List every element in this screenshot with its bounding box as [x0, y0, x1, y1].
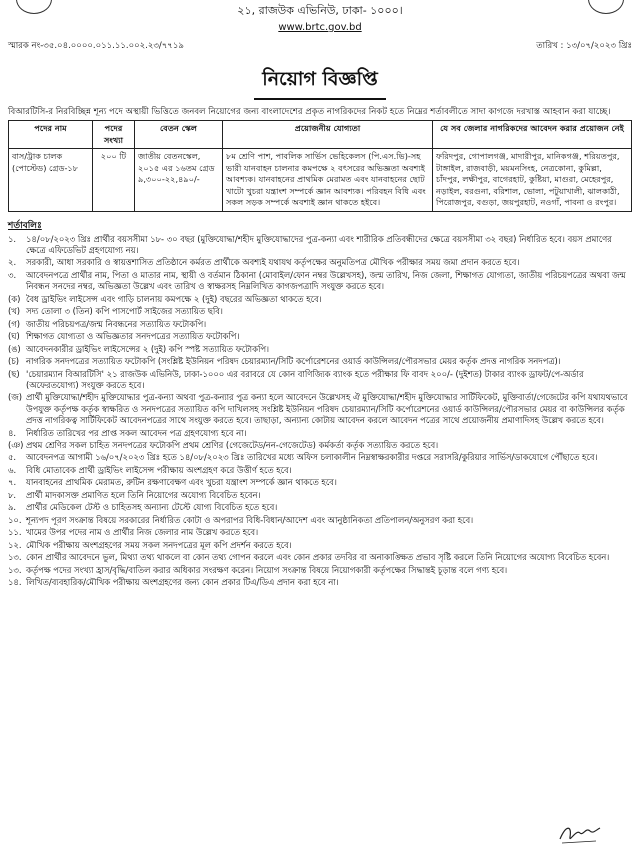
condition-text: প্রার্থী মুক্তিযোদ্ধা/শহীদ মুক্তিযোদ্ধার পুত্র-কন্যা অথবা পুত্র-কন্যার পুত্র কন্যা হলে আবেদনে উল্লেখসহ ঐ মুক্তিযোদ্ধা/শহীদ মুক্তিযোদ্ধার সার্টিফিকেট, মুক্তিবার্তা/গেজেটের কপি যথাযথভাবে উপযুক্ত কর্তৃপক্ষ কর্তৃক স্বাক্ষরিত ও সনদপত্রের সত্যায়িত কপি দাখিলসহ সংশ্লিষ্ট ইউনিয়ন পরিষদ চেয়ারম্যান/সিটি কর্পোরেশনের ওয়ার্ড কাউন্সিলর/পৌরসভার মেয়র বা কাউন্সিলর কর্তৃক প্রদত্ত নাগরিকত্ব সার্টিফিকেট আবেদনপত্রের সাথে সংযুক্ত করতে হবে। তাছাড়া, অন্যান্য কোটায় আবেদন করলে আবেদন পত্রের সাথে প্রয়োজনীয় প্রমাণাদিসহ উল্লেখ করতে হবে।: [26, 392, 628, 426]
condition-item: [8, 515, 632, 526]
condition-number: (গ): [8, 318, 21, 329]
cell-count: ২০০ টি: [93, 149, 135, 212]
condition-item: [8, 392, 632, 426]
condition-text: নাগরিক সনদপত্রের সত্যায়িত ফটোকপি (সংশ্লিষ্ট ইউনিয়ন পরিষদ চেয়ারম্যান/সিটি কর্পোরেশনের ওয়ার্ড কাউন্সিলর/পৌরসভার মেয়র কর্তৃক প্রদত্ত নাগরিক সনদপত্র)।: [26, 356, 561, 367]
condition-text: কোন প্রার্থীর আবেদনে ভুল, মিথ্যা তথ্য থাকলে বা কোন তথ্য গোপন করলে এবং কোন প্রকার তদবির বা অনাকাঙ্ক্ষিত প্রভাব সৃষ্টি করলে তিনি নিয়োগের অযোগ্য বিবেচিত হবেন।: [26, 552, 610, 563]
condition-text: প্রার্থীর মেডিকেল টেস্ট ও চাহিতসহ অন্যান্য টেস্টে যোগ্য বিবেচিত হতে হবে।: [26, 502, 278, 513]
condition-item: [8, 552, 632, 563]
vacancy-table: [8, 120, 632, 212]
cell-districts: ফরিদপুর, গোপালগঞ্জ, মাদারীপুর, মানিকগঞ্জ, শরিয়তপুর, টাঙ্গাইল, রাজবাড়ী, ময়মনসিংহ, নেত্রকোনা, কুমিল্লা, চাঁদপুর, লক্ষীপুর, বাগেরহাট, কুষ্টিয়া, মাগুরা, মেহেরপুর, নড়াইল, বরগুনা, বরিশাল, ভোলা, পটুয়াখালী, ঝালকাঠী, পিরোজপুর, বগুড়া, জয়পুরহাট, নওগাঁ, পাবনা ও রংপুর।: [433, 149, 632, 212]
condition-item: [8, 369, 632, 392]
condition-number: (ক): [8, 293, 21, 304]
condition-text: জাতীয় পরিচয়পত্র/জন্ম নিবন্ধনের সত্যায়িত ফটোকপি।: [26, 318, 207, 329]
condition-item: [8, 540, 632, 551]
condition-text: আবেদনকারীর ড্রাইভিং লাইসেন্সের ২ (দুই) কপি স্পষ্ট সত্যায়িত ফটোকপি।: [26, 343, 270, 354]
office-address: ২১, রাজউক এভিনিউ, ঢাকা- ১০০০।: [237, 4, 403, 17]
condition-text: সদ্য তোলা ৩ (তিন) কপি পাসপোর্ট সাইজের সত্যায়িত ছবি।: [26, 306, 223, 317]
condition-number: ৫.: [8, 452, 17, 463]
condition-item: [8, 344, 632, 355]
condition-number: (ঙ): [8, 343, 21, 354]
condition-number: ৭.: [8, 477, 17, 488]
condition-item: [8, 490, 632, 501]
title-wrap: [8, 65, 632, 100]
condition-item: [8, 452, 632, 463]
condition-number: ১২.: [8, 539, 22, 550]
condition-text: নির্ধারিত তারিখের পর প্রাপ্ত সকল আবেদন পত্র গ্রহণযোগ্য হবে না।: [26, 427, 247, 438]
memo-date: তারিখ : ১৩/০৭/২০২৩ খ্রিঃ: [536, 41, 632, 51]
header-qualification: প্রয়োজনীয় যোগ্যতা: [223, 121, 433, 149]
letterhead: [8, 2, 632, 33]
table-row: [9, 149, 632, 212]
condition-text: ১৪/০৮/২০২৩ খ্রিঃ প্রার্থীর বয়সসীমা ১৮- ৩০ বছর (মুক্তিযোদ্ধা/শহীদ মুক্তিযোদ্ধাদের পুত্র-কন্যা এবং শারীরিক প্রতিবন্ধীদের ক্ষেত্রে বয়সসীমা ৩২ বছর) নির্ধারিত হবে। বয়স প্রমাণের ক্ষেত্রে এফিডেভিট গ্রহণযোগ্য নয়।: [26, 233, 612, 255]
condition-item: [8, 440, 632, 451]
condition-number: ১৩.: [8, 552, 22, 563]
condition-number: (ছ): [8, 368, 20, 379]
memo-number: স্মারক নং-৩৫.০৪.০০০০.০১১.১১.০০২.২৩/৭৭১৯: [8, 41, 184, 51]
condition-item: [8, 331, 632, 342]
condition-number: (ঘ): [8, 331, 20, 342]
condition-text: বৈধ ড্রাইভিং লাইসেন্স এবং গাড়ি চালনায় কমপক্ষে ২ (দুই) বছরের অভিজ্ঞতা থাকতে হবে।: [26, 293, 322, 304]
condition-number: (জ): [8, 392, 23, 403]
condition-number: ৪.: [8, 427, 17, 438]
condition-number: ৯.: [8, 502, 17, 513]
cell-qualification: ৮ম শ্রেণি পাশ, পাবলিক সার্ভিস ভেহিকেলস (পি.এস.ভি)-সহ ভারী যানবাহন চালনার কমপক্ষে ২ বৎসরের অভিজ্ঞতা অবশ্যই আবশ্যক। যানবাহনের প্রাথমিক মেরামত এবং যানবাহনের ছোট খাটো খুচরা যন্ত্রাংশ সম্পর্কে জ্ঞান আবশ্যক। পরিবহন বিধি এবং সকল সড়ক সম্পর্কে অবশ্যই জ্ঞান থাকতে হইবে।: [223, 149, 433, 212]
condition-item: [8, 477, 632, 488]
cell-scale: জাতীয় বেতনস্কেল, ২০১৫ এর ১৬তম গ্রেড ৯,৩০০-২২,৪৯০/-: [135, 149, 223, 212]
condition-number: ১৪.: [8, 577, 22, 588]
condition-item: [8, 257, 632, 268]
condition-text: 'চেয়ারম্যান বিআরটিসি' ২১ রাজউক এভিনিউ, ঢাকা-১০০০ এর বরাবরে যে কোন বাণিজ্যিক ব্যাংক হতে পরীক্ষার ফি বাবদ ২০০/- (দুইশত) টাকার ব্যাংক ড্রাফট/পে-অর্ডার (অফেরতযোগ্য) সংযুক্ত করতে হবে।: [26, 368, 584, 390]
condition-item: [8, 565, 632, 576]
condition-item: [8, 306, 632, 317]
condition-text: প্রথম শ্রেণির সকল চাহিত সনদপত্রের ফটোকপি প্রথম শ্রেণির (গেজেটেড/নন-গেজেটেড) কর্মকর্তা কর্তৃক সত্যায়িত করতে হবে।: [26, 439, 439, 450]
header-excluded-districts: যে সব জেলার নাগরিকদের আবেদন করার প্রয়োজন নেই: [433, 121, 632, 149]
condition-text: শিক্ষাগত যোগ্যতা ও অভিজ্ঞতার সনদপত্রের সত্যায়িত ফটোকপি।: [26, 331, 240, 342]
cell-post: বাস/ট্রাক চালক (পোস্টেড) গ্রেড-১৮: [9, 149, 93, 212]
condition-text: যানবাহনের প্রাথমিক মেরামত, রুটিন রক্ষণাবেক্ষণ এবং খুচরা যন্ত্রাংশ সম্পর্কে জ্ঞান থাকতে হবে।: [26, 477, 337, 488]
conditions-list: [8, 234, 632, 589]
condition-number: (চ): [8, 356, 20, 367]
intro-paragraph: বিআরটিসি-র নিরবিচ্ছিন্ন শূন্য পদে অস্থায়ী ভিত্তিতে জনবল নিয়োগের জন্য বাংলাদেশের প্রকৃত নাগরিকদের নিকট হতে নিম্নের শর্তাবলীতে সাদা কাগজে দরখাস্ত আহবান করা যাচ্ছে।: [8, 107, 611, 117]
condition-number: ৬.: [8, 464, 17, 475]
condition-number: (খ): [8, 306, 21, 317]
condition-item: [8, 465, 632, 476]
condition-item: [8, 294, 632, 305]
memo-line: [8, 39, 632, 53]
condition-text: আবেদনপত্র আগামী ১৬/০৭/২০২৩ খ্রিঃ হতে ১৪/০৮/২০২৩ খ্রিঃ তারিখের মধ্যে অফিস চলাকালীন নিম্নস্বাক্ষরকারীর দপ্তরে সরাসরি/কুরিয়ার সার্ভিস/ডাকযোগে পৌঁছাতে হবে।: [26, 452, 598, 463]
condition-text: খামের উপর পদের নাম ও প্রার্থীর নিজ জেলার নাম উল্লেখ করতে হবে।: [26, 527, 259, 538]
notice-title: নিয়োগ বিজ্ঞপ্তি: [254, 65, 385, 100]
condition-text: বিধি মোতাবেক প্রার্থী ড্রাইভিং লাইসেন্স পরীক্ষায় অংশগ্রহণ করে উত্তীর্ণ হতে হবে।: [26, 464, 292, 475]
condition-item: [8, 234, 632, 257]
condition-text: মৌখিক পরীক্ষায় অংশগ্রহণের সময় সকল সনদপত্রের মূল কপি প্রদর্শন করতে হবে।: [26, 539, 292, 550]
website-link[interactable]: www.brtc.gov.bd: [278, 22, 362, 33]
condition-text: প্রার্থী মাদকাসক্ত প্রমাণিত হলে তিনি নিয়োগের অযোগ্য বিবেচিত হবেন।: [26, 489, 261, 500]
conditions-heading: শর্তাবলিঃ: [8, 220, 42, 231]
header-count: পদের সংখ্যা: [93, 121, 135, 149]
condition-number: ১১.: [8, 527, 22, 538]
condition-number: ১৩.: [8, 564, 22, 575]
condition-item: [8, 502, 632, 513]
signature: [556, 821, 604, 847]
condition-text: আবেদনপত্রে প্রার্থীর নাম, পিতা ও মাতার নাম, স্থায়ী ও বর্তমান ঠিকানা (মোবাইল/ফোন নম্বর উল্লেখসহ), জন্ম তারিখ, নিজ জেলা, শিক্ষাগত যোগ্যতা, জাতীয় পরিচয়পত্রের অথবা জন্ম নিবন্ধন সনদের নম্বর, অভিজ্ঞতা উল্লেখ এবং তারিখ ও স্বাক্ষরসহ নিম্নলিখিত কাগজপত্রাদি সংযুক্ত করতে হবে।: [26, 269, 626, 292]
condition-number: ৮.: [8, 489, 17, 500]
condition-text: শূন্যপদ পূরণ সংক্রান্ত বিষয়ে সরকারের নির্ধারিত কোটা ও অপরাপর বিধি-বিধান/আদেশ এবং আনুষ্ঠানিকতা প্রতিপালন/অনুসরণ করা হবে।: [26, 514, 474, 525]
condition-number: ২.: [8, 257, 17, 268]
table-header-row: [9, 121, 632, 149]
header-post: পদের নাম: [9, 121, 93, 149]
condition-item: [8, 356, 632, 367]
condition-text: কর্তৃপক্ষ পদের সংখ্যা হ্রাস/বৃদ্ধি/বাতিল করার অধিকার সংরক্ষণ করেন। নিয়োগ সংক্রান্ত বিষয়ে নিয়োগকারী কর্তৃপক্ষের সিদ্ধান্তই চূড়ান্ত বলে গণ্য হবে।: [26, 564, 508, 575]
condition-item: [8, 577, 632, 588]
condition-item: [8, 270, 632, 293]
condition-text: সরকারী, আধা সরকারি ও স্বায়ত্তশাসিত প্রতিষ্ঠানে কর্মরত প্রার্থীকে অবশ্যই যথাযথ কর্তৃপক্ষের অনুমতিপত্র মৌখিক পরীক্ষার সময় জমা প্রদান করতে হবে।: [26, 257, 520, 268]
condition-item: [8, 527, 632, 538]
condition-number: (ঞ): [8, 439, 24, 450]
condition-number: ১০.: [8, 514, 22, 525]
condition-number: ৩.: [8, 269, 17, 280]
header-scale: বেতন স্কেল: [135, 121, 223, 149]
condition-item: [8, 428, 632, 439]
condition-number: ১.: [8, 233, 17, 244]
condition-item: [8, 319, 632, 330]
condition-text: লিখিত/ব্যবহারিক/মৌখিক পরীক্ষায় অংশগ্রহণের জন্য কোন প্রকার টিএ/ডিএ প্রদান করা হবে না।: [26, 577, 339, 588]
